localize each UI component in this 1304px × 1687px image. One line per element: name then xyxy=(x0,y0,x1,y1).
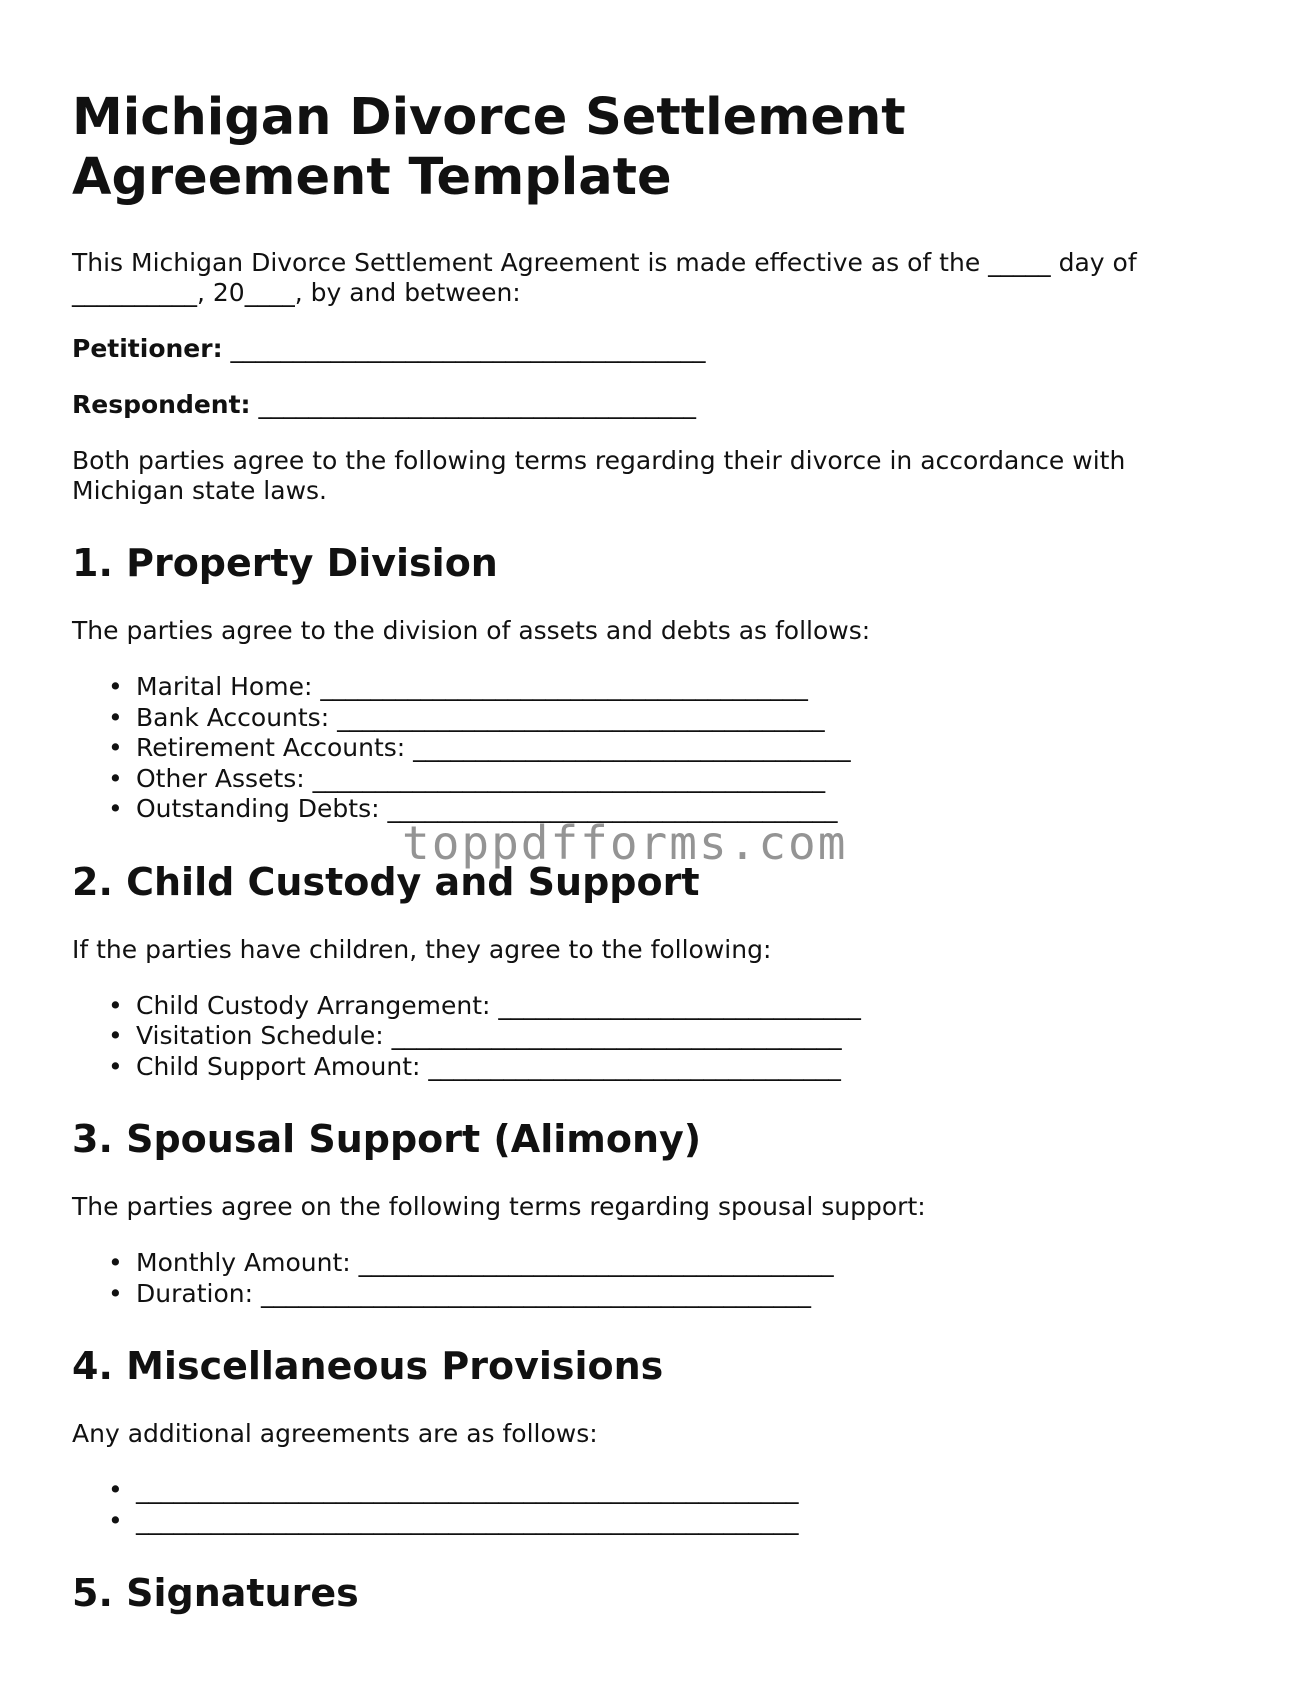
list-item xyxy=(108,1021,1232,1052)
bullet-icon: • xyxy=(108,1475,123,1504)
list-item-text: Monthly Amount: ______________________________________ xyxy=(136,1248,834,1277)
list-item xyxy=(108,1248,1232,1279)
misc-list xyxy=(72,1475,1232,1536)
section-heading: 1. Property Division xyxy=(72,541,498,585)
list-item xyxy=(108,733,1232,764)
list-item-text: Child Custody Arrangement: _____________________________ xyxy=(136,990,861,1020)
list-item-text: _____________________________________________________ xyxy=(136,1505,799,1535)
list-item-text: Marital Home: _______________________________________ xyxy=(136,672,808,701)
bullet-icon: • xyxy=(108,672,123,701)
section-intro: The parties agree on the following terms regarding spousal support: xyxy=(72,1192,926,1221)
bullet-icon: • xyxy=(108,990,123,1020)
list-item xyxy=(108,763,1232,795)
list-item xyxy=(108,702,1232,734)
list-item xyxy=(108,1505,1232,1537)
bullet-icon: • xyxy=(108,733,123,762)
list-item-text: Other Assets: _________________________________________ xyxy=(136,763,826,793)
bullet-icon: • xyxy=(108,1505,123,1535)
bullet-icon: • xyxy=(108,1021,123,1050)
petitioner-blank: ______________________________________ xyxy=(230,334,706,363)
bullet-icon: • xyxy=(108,1051,123,1081)
list-item-text: _____________________________________________________ xyxy=(136,1475,799,1504)
bullet-icon: • xyxy=(108,794,123,823)
list-item xyxy=(108,672,1232,703)
watermark: toppdfforms.com xyxy=(402,816,848,870)
list-item-text: Outstanding Debts: ____________________________________ xyxy=(136,794,838,823)
respondent-label: Respondent: xyxy=(72,390,251,419)
list-item-text: Visitation Schedule: ____________________________________ xyxy=(136,1021,842,1050)
bullet-icon: • xyxy=(108,702,123,732)
list-item-text: Duration: ____________________________________________ xyxy=(136,1278,811,1308)
spousal-support-list xyxy=(72,1248,1232,1309)
custody-list xyxy=(72,991,1232,1083)
list-item-text: Bank Accounts: _______________________________________ xyxy=(136,702,825,732)
agreement-statement: Both parties agree to the following terms regarding their divorce in accordance with Michigan state laws. xyxy=(72,446,1126,505)
section-intro: The parties agree to the division of assets and debts as follows: xyxy=(72,616,871,645)
section-intro: If the parties have children, they agree to the following: xyxy=(72,934,772,964)
petitioner-label: Petitioner: xyxy=(72,334,223,363)
intro-paragraph: This Michigan Divorce Settlement Agreement is made effective as of the _____ day of __________, 20____, by and between: xyxy=(72,248,1137,307)
property-list xyxy=(72,672,1232,825)
section-heading: 4. Miscellaneous Provisions xyxy=(72,1344,664,1388)
bullet-icon: • xyxy=(108,763,123,793)
list-item xyxy=(108,990,1232,1022)
bullet-icon: • xyxy=(108,1248,123,1277)
respondent-blank: ___________________________________ xyxy=(258,390,697,419)
section-heading: 3. Spousal Support (Alimony) xyxy=(72,1117,702,1161)
bullet-icon: • xyxy=(108,1278,123,1308)
list-item-text: Retirement Accounts: ___________________________________ xyxy=(136,733,851,762)
section-heading: 2. Child Custody and Support xyxy=(72,859,700,904)
list-item xyxy=(108,1051,1232,1083)
list-item xyxy=(108,1278,1232,1310)
section-intro: Any additional agreements are as follows: xyxy=(72,1419,598,1448)
section-heading: 5. Signatures xyxy=(72,1571,359,1615)
respondent-line xyxy=(72,390,1232,420)
list-item xyxy=(108,1475,1232,1506)
list-item-text: Child Support Amount: _________________________________ xyxy=(136,1051,841,1081)
document-title: Michigan Divorce Settlement Agreement Template xyxy=(72,88,906,207)
petitioner-line xyxy=(72,334,1232,364)
